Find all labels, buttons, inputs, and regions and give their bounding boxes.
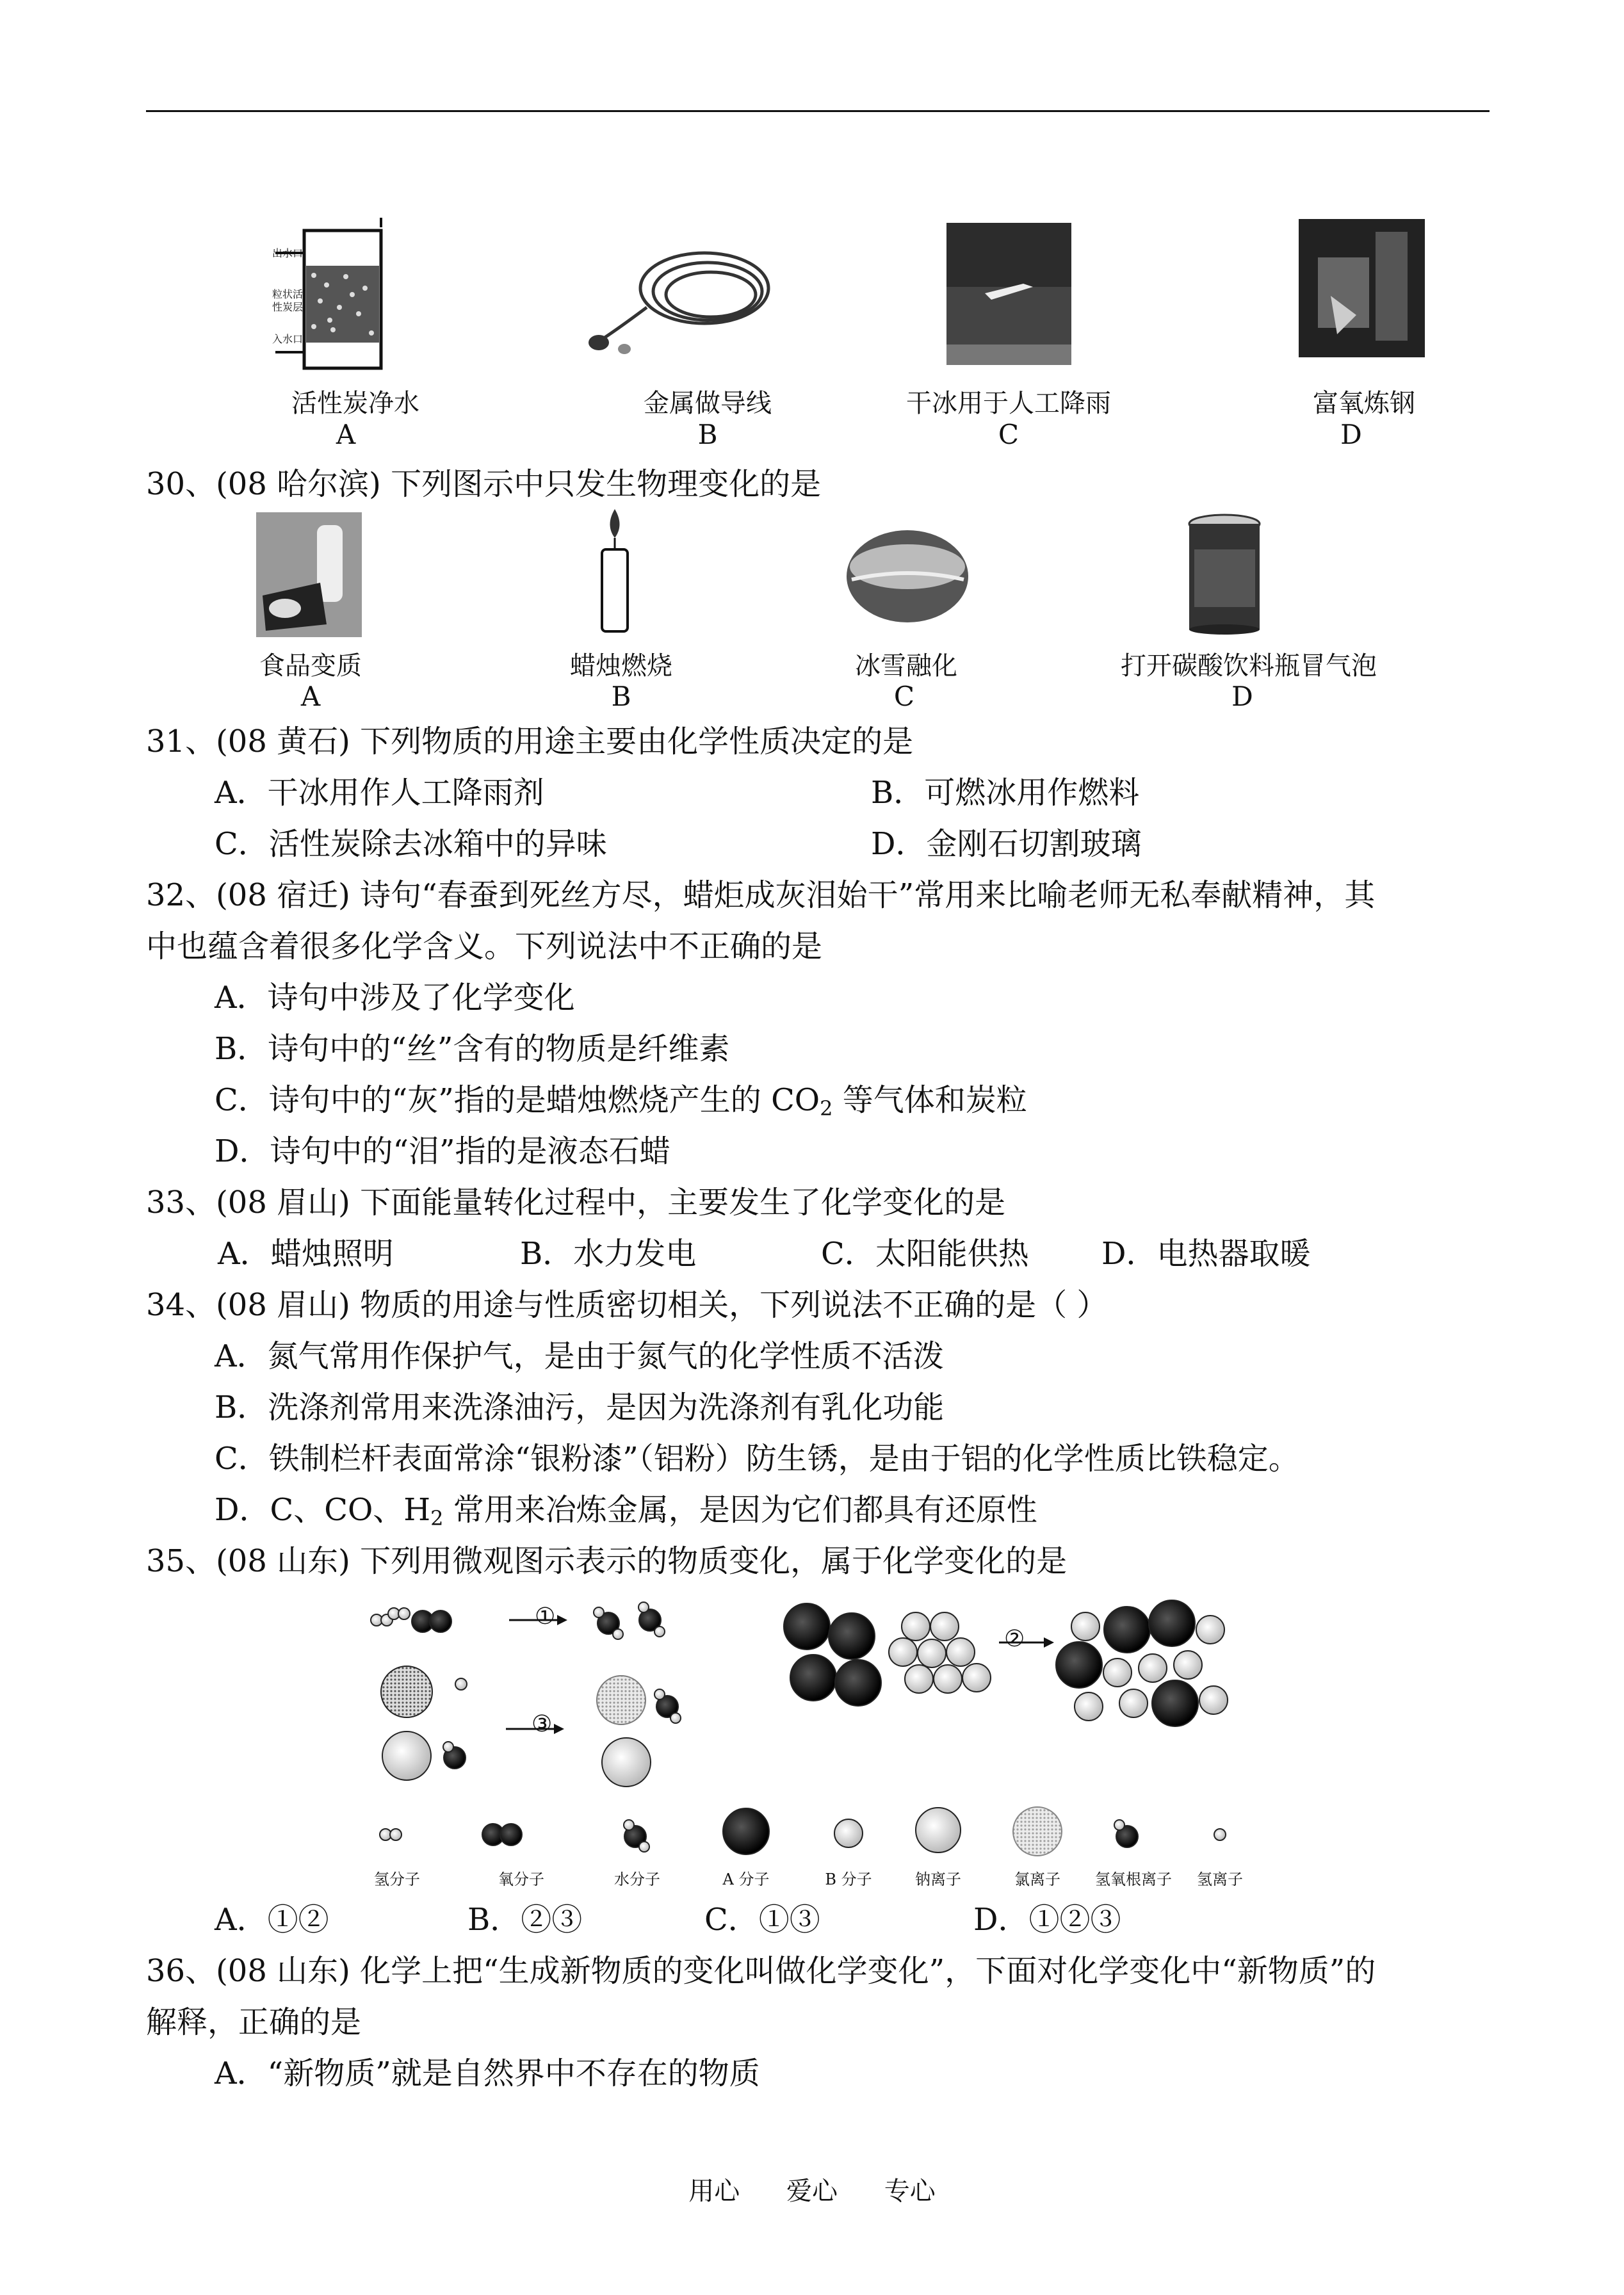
q36-option-a: A．“新物质”就是自然界中不存在的物质 <box>215 2056 760 2091</box>
q29-option-a-caption: 活性炭净水 <box>291 389 419 418</box>
legend-hydroxide-ion: 氢氧根离子 <box>1095 1870 1172 1888</box>
q34-option-b: B．洗涤剂常用来洗涤油污，是因为洗涤剂有乳化功能 <box>215 1390 945 1425</box>
q32-option-d: D．诗句中的“泪”指的是液态石蜡 <box>215 1133 670 1169</box>
q29-option-d-caption: 富氧炼钢 <box>1313 389 1415 418</box>
q31-option-c: C．活性炭除去冰箱中的异味 <box>215 826 607 862</box>
reaction-mark-1: ① <box>535 1603 556 1630</box>
q30-option-d-letter: D <box>1231 681 1253 712</box>
burning-candle-figure <box>586 506 644 634</box>
q30-option-b-caption: 蜡烛燃烧 <box>570 651 672 681</box>
footer-word-3: 专心 <box>884 2177 936 2206</box>
q30-option-a-caption: 食品变质 <box>259 651 362 681</box>
reaction-mark-3: ③ <box>532 1711 553 1737</box>
q33-option-a: A．蜡烛照明 <box>218 1236 394 1272</box>
q29-option-a-letter: A <box>336 419 356 450</box>
q29-option-b-caption: 金属做导线 <box>644 389 772 418</box>
q33-option-b: B．水力发电 <box>520 1236 697 1272</box>
footer-word-1: 用心 <box>688 2177 740 2206</box>
oxygen-steelmaking-photo <box>1299 219 1425 357</box>
spoiled-food-photo <box>256 512 362 637</box>
filter-tag-outlet: 出水口 <box>272 247 304 259</box>
legend-chloride-ion: 氯离子 <box>1014 1870 1060 1888</box>
q36-stem-line1: 36、(08 山东) 化学上把“生成新物质的变化叫做化学变化”，下面对化学变化中“新物质”的 <box>146 1953 1376 1989</box>
reaction-mark-2: ② <box>1004 1626 1025 1652</box>
q29-option-c-caption: 干冰用于人工降雨 <box>906 389 1111 418</box>
q31-option-a: A．干冰用作人工降雨剂 <box>215 775 544 811</box>
q32-stem-line2: 中也蕴含着很多化学含义。下列说法中不正确的是 <box>146 929 823 964</box>
page-footer <box>0 2171 1624 2207</box>
q31-stem: 31、(08 黄石) 下列物质的用途主要由化学性质决定的是 <box>146 724 914 759</box>
q35-option-a: A．①② <box>215 1902 329 1938</box>
q30-option-b-letter: B <box>611 681 631 712</box>
q35-option-c: C．①③ <box>704 1902 820 1938</box>
q35-stem: 35、(08 山东) 下列用微观图示表示的物质变化，属于化学变化的是 <box>146 1543 1068 1579</box>
q29-option-c-letter: C <box>998 419 1019 450</box>
q29-option-b-letter: B <box>697 419 718 450</box>
q34-option-c: C．铁制栏杆表面常涂“银粉漆”（铝粉）防生锈，是由于铝的化学性质比铁稳定。 <box>215 1441 1299 1477</box>
legend-hydrogen-molecule: 氢分子 <box>374 1870 420 1888</box>
soda-can-photo <box>1185 511 1265 636</box>
q29-option-d-letter: D <box>1340 419 1362 450</box>
legend-oxygen-molecule: 氧分子 <box>498 1870 544 1888</box>
q34-stem: 34、(08 眉山) 物质的用途与性质密切相关，下列说法不正确的是（ ） <box>146 1287 1108 1323</box>
q35-option-d: D．①②③ <box>973 1902 1121 1938</box>
legend-hydrogen-ion: 氢离子 <box>1197 1870 1243 1888</box>
legend-b-molecule: B 分子 <box>825 1870 872 1888</box>
q31-option-b: B．可燃冰用作燃料 <box>871 775 1140 811</box>
footer-word-2: 爱心 <box>786 2177 838 2206</box>
q30-option-a-letter: A <box>300 681 321 712</box>
q34-option-d: D．C、CO、$H_2$ 常用来冶炼金属，是因为它们都具有还原性 <box>215 1492 1037 1530</box>
q30-stem: 30、(08 哈尔滨) 下列图示中只发生物理变化的是 <box>146 466 822 502</box>
q30-option-d-caption: 打开碳酸饮料瓶冒气泡 <box>1121 651 1377 681</box>
legend-sodium-ion: 钠离子 <box>915 1870 961 1888</box>
q33-option-c: C．太阳能供热 <box>821 1236 1029 1272</box>
q33-stem: 33、(08 眉山) 下面能量转化过程中，主要发生了化学变化的是 <box>146 1185 1006 1220</box>
legend-a-molecule: A 分子 <box>722 1870 770 1888</box>
q30-option-c-caption: 冰雪融化 <box>855 651 957 681</box>
q34-option-a: A．氮气常用作保护气，是由于氮气的化学性质不活泼 <box>215 1338 944 1374</box>
q36-stem-line2: 解释，正确的是 <box>146 2004 362 2040</box>
filter-tag-layer: 粒状活性炭层 <box>272 288 304 313</box>
q33-option-d: D．电热器取暖 <box>1101 1236 1311 1272</box>
q35-option-b: B．②③ <box>467 1902 583 1938</box>
microscopic-change-diagram <box>359 1582 1268 1889</box>
q32-option-b: B．诗句中的“丝”含有的物质是纤维素 <box>215 1031 730 1067</box>
q32-option-c: C．诗句中的“灰”指的是蜡烛燃烧产生的 $CO_2$ 等气体和炭粒 <box>215 1082 1027 1121</box>
q30-option-c-letter: C <box>893 681 915 712</box>
q32-option-a: A．诗句中涉及了化学变化 <box>215 980 575 1016</box>
filter-tag-inlet: 入水口 <box>272 333 304 345</box>
header-rule <box>146 110 1490 112</box>
melting-snow-photo <box>845 528 970 624</box>
metal-wire-figure <box>576 231 788 371</box>
q31-option-d: D．金刚石切割玻璃 <box>871 826 1142 862</box>
legend-water-molecule: 水分子 <box>614 1870 660 1888</box>
q32-stem-line1: 32、(08 宿迁) 诗句“春蚕到死丝方尽，蜡炬成灰泪始干”常用来比喻老师无私奉献精神，其 <box>146 877 1376 913</box>
dry-ice-rain-photo <box>946 223 1071 365</box>
